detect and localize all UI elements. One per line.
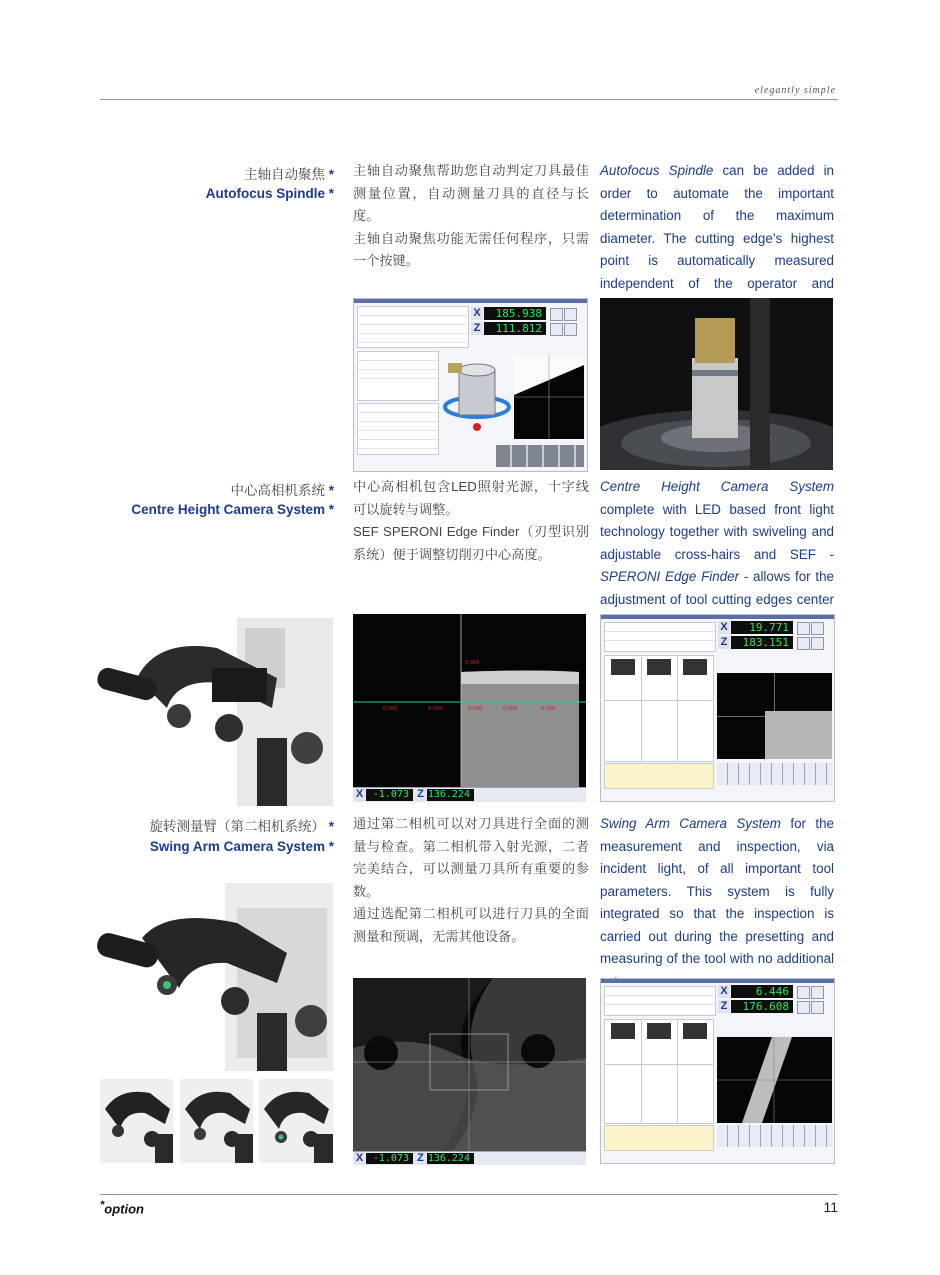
svg-text:0.000: 0.000 <box>428 706 443 712</box>
swing-arm-camera-view <box>353 978 586 1151</box>
swing-arm-software-screenshot: X 6.446 Z 176.608 <box>600 978 835 1164</box>
x-readout: 185.938 <box>484 307 546 320</box>
centre-height-zh-label: 中心高相机系统 * <box>230 483 334 498</box>
autofocus-en-text: Autofocus Spindle can be added in order to automate the important determination of the maximum diameter. The cutting edge’s highest point is automatically measured independent of the operator and <box>600 163 834 291</box>
toolbar-button <box>564 323 577 336</box>
svg-text:0.000: 0.000 <box>541 706 556 712</box>
swing-arm-readout-bar: X -1.073 Z 136.224 <box>353 1151 586 1165</box>
swing-arm-zh-label: 旋转测量臂（第二相机系统） * <box>149 819 334 834</box>
page-number: 11 <box>823 1199 838 1215</box>
svg-text:0.000: 0.000 <box>468 706 483 712</box>
sw-z-readout: 176.608 <box>731 1000 793 1013</box>
svg-text:0.000: 0.000 <box>503 706 518 712</box>
header-tagline: elegantly simple <box>754 85 836 96</box>
centre-height-zh-text: 中心高相机包含LED照射光源，十字线可以旋转与调整。 SEF SPERONI Edge Finder（刃型识别系统）便于调整切削刃中心高度。 <box>353 479 589 562</box>
cam-x-readout: -1.073 <box>366 789 413 801</box>
sw-x-readout: 6.446 <box>731 985 793 998</box>
cam-z-readout: 136.224 <box>427 789 474 801</box>
z-readout: 111.812 <box>484 322 546 335</box>
autofocus-zh-text: 主轴自动聚焦帮助您自动判定刀具最佳测量位置，自动测量刀具的直径与长度。 主轴自动聚焦功能无需任何程序，只需一个按键。 <box>353 163 589 268</box>
centre-height-en-label: Centre Height Camera System * <box>131 502 334 517</box>
toolbar-button <box>550 308 563 321</box>
z-axis-label: Z <box>471 322 483 335</box>
centre-height-software-screenshot: X 19.771 Z 183.151 <box>600 614 835 802</box>
sw-z-readout: 183.151 <box>731 636 793 649</box>
swing-arm-camera-photo-2 <box>97 883 333 1071</box>
centre-height-readout-bar: X -1.073 Z 136.224 <box>353 787 586 802</box>
swing-arm-thumbnail-2 <box>180 1079 253 1163</box>
autofocus-zh-label: 主轴自动聚焦 * <box>243 167 334 182</box>
results-panel <box>357 403 439 455</box>
swing-arm-thumbnail-3 <box>259 1079 333 1163</box>
footer-rule <box>100 1194 838 1195</box>
sw-x-readout: 19.771 <box>731 621 793 634</box>
swing-arm-en-text: Swing Arm Camera System for the measurement and inspection, via incident light, of all important tool parameters. This system is fully integrated so that the inspection is carried out during the presetting and measuring of the tool with no additional <box>600 816 834 966</box>
centre-height-en-text: Centre Height Camera System complete with LED based front light technology together with swiveling and adjustable cross-hairs and SEF - SPERONI Edge Finder - allows for the adjustment of tool cutting edges center <box>600 479 834 607</box>
header-rule <box>100 99 838 100</box>
swing-arm-en-label: Swing Arm Camera System * <box>149 839 334 854</box>
tool-list-panel <box>357 306 469 348</box>
autofocus-software-screenshot <box>353 298 588 472</box>
toolbar-button <box>550 323 563 336</box>
thumbnail-strip <box>496 445 584 467</box>
autofocus-spindle-photo <box>600 298 833 470</box>
swing-arm-thumbnail-1 <box>100 1079 173 1163</box>
params-panel <box>357 351 439 401</box>
spindle-3d-model <box>442 355 512 435</box>
svg-text:0.000: 0.000 <box>383 706 398 712</box>
footer-option-note: *option <box>100 1199 144 1217</box>
swing-arm-zh-text: 通过第二相机可以对刀具进行全面的测量与检查。第二相机带入射光源，二者完美结合，可以测量刀具所有重要的参数。 通过选配第二相机可以进行刀具的全面测量和预调，无需其他设备。 <box>353 816 589 944</box>
autofocus-en-label: Autofocus Spindle * <box>205 186 334 201</box>
cam-z-readout: 136.224 <box>427 1153 474 1164</box>
autofocus-camera-view <box>514 355 584 439</box>
svg-text:0.000: 0.000 <box>465 660 480 666</box>
centre-height-camera-view <box>353 614 586 787</box>
cam-x-readout: -1.073 <box>366 1153 413 1164</box>
x-axis-label: X <box>471 307 483 320</box>
swing-arm-camera-photo <box>97 618 333 806</box>
toolbar-button <box>564 308 577 321</box>
